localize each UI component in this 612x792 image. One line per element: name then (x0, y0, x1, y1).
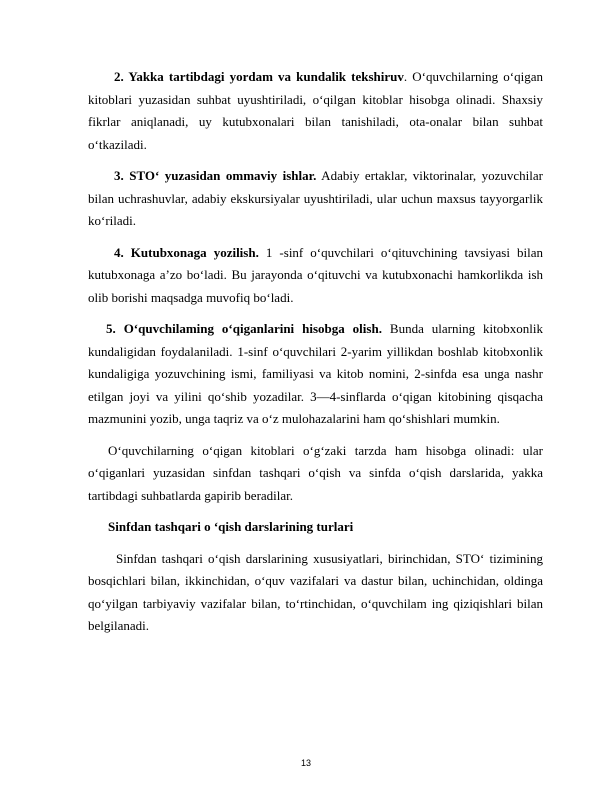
page-number: 13 (300, 758, 311, 768)
paragraph-text: . O‘quvchilarning o‘qigan kitoblari yuzasidan suhbat uyushtiriladi, o‘qilgan kitoblar hisobga olinadi. Shaxsiy fikrlar aniqlanadi, uy kutubxonalari bilan tanishiladi, ota-onalar bilan suhbat o‘tkaziladi. (88, 69, 543, 152)
paragraph-text: O‘quvchilarning o‘qigan kitoblari o‘g‘zaki tarzda ham hisobga olinadi: ular o‘qiganlari yuzasidan sinfdan tashqari o‘qish va sinfda o‘qish darslarida, yakka tartibdagi suhbatlarda gapirib beradilar. (88, 442, 543, 503)
paragraph-individual-help (88, 66, 543, 156)
paragraph-oral-record (88, 440, 543, 508)
paragraph-lead: 5. O‘quvchilaming o‘qiganlarini hisobga olish. (106, 321, 382, 336)
paragraph-library-signup (88, 242, 543, 310)
document-body (88, 66, 543, 647)
paragraph-text: Adabiy ertaklar, viktorinalar, yozuvchilar bilan uchrashuvlar, adabiy ekskursiyalar uyushtiriladi, ular uchun maxsus tayyorgarlik ko‘riladi. (88, 168, 543, 228)
paragraph-lead: 2. Yakka tartibdagi yordam va kundalik tekshiruv (114, 69, 404, 84)
paragraph-lesson-features: Sinfdan tashqari o‘qish darslarining xususiyatlari, birinchidan, STO‘ tizimining bosqichlari bilan, ikkinchidan, o‘quv vazifalari va dastur bilan, uchinchidan, oldinga qo‘yilgan tarbiyaviy vazifalar bilan, to‘rtinchidan, o‘quvchilam ing qiziqishlari bilan belgilanadi. (88, 550, 543, 633)
paragraph-lead: 3. STO‘ yuzasidan ommaviy ishlar. (114, 168, 317, 183)
paragraph-reading-record (88, 318, 543, 431)
paragraph-mass-work (88, 165, 543, 233)
section-heading: Sinfdan tashqari o ‘qish darslarining turlari (108, 519, 354, 534)
paragraph-text: Bunda ularning kitobxonlik kundaligidan foydalaniladi. 1-sinf o‘quvchilari 2-yarim yillikdan boshlab kitobxonlik kundaligiga yozuvchining ismi, familiyasi va kitob nomini, 2-sinfda esa unga nashr etilgan joyi va yilini qo‘shib yozadilar. 3—4-sinflarda o‘qigan kitobining qisqacha mazmunini yozib, unga taqriz va o‘z mulohazalarini ham qo‘shishlari mumkin. (88, 321, 543, 426)
paragraph-text: 1 -sinf o‘quvchilari o‘qituvchining tavsiyasi bilan kutubxonaga a’zo bo‘ladi. Bu jarayonda o‘qituvchi va kutubxonachi hamkorlikda ish olib borishi maqsadga muvofiq bo‘ladi. (88, 244, 543, 305)
paragraph-lead: 4. Kutubxonaga yozilish. (114, 244, 259, 260)
